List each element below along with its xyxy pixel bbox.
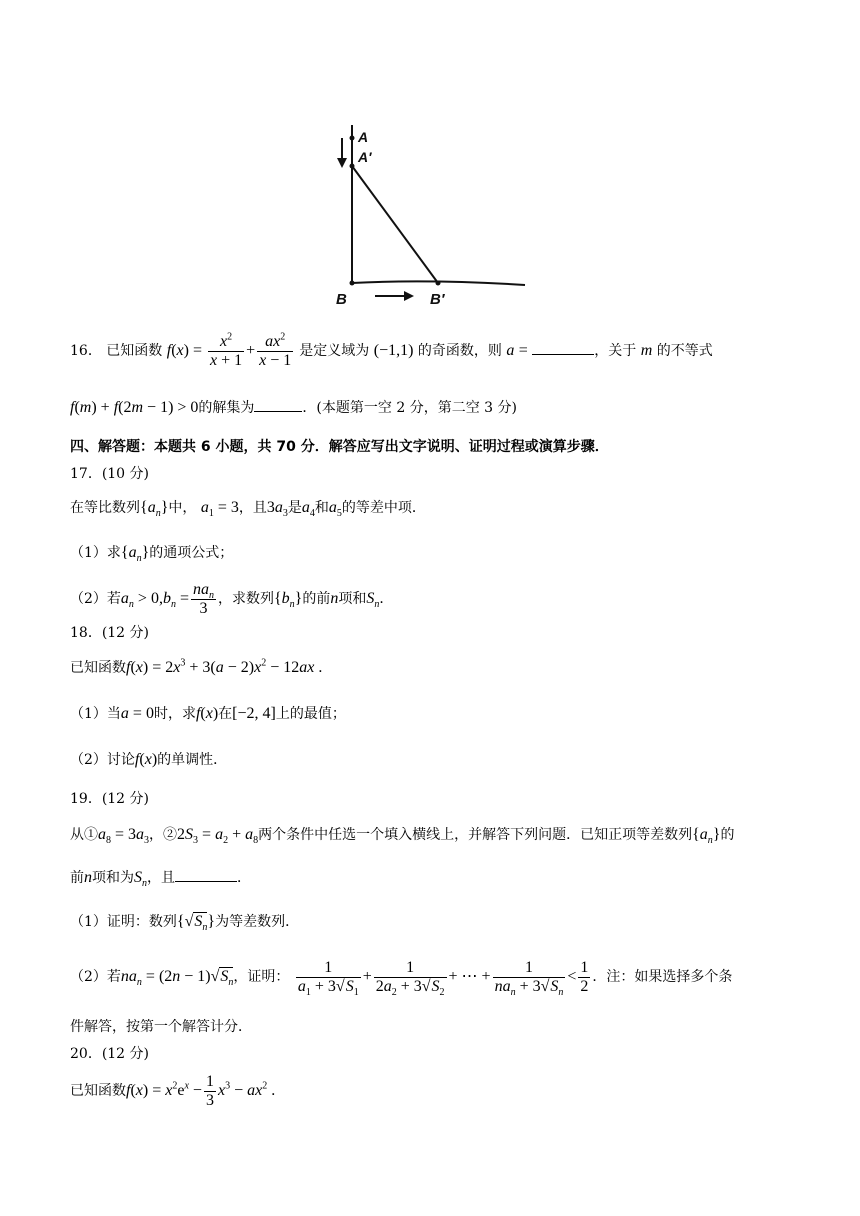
q19-text: ，② [149, 827, 178, 843]
q16-text: ，关于 [594, 343, 637, 359]
q16-func: f(x) = $\frac{x^2}{x + 1}$ + $\frac{ax^2}{x - 1}$ [166, 331, 292, 369]
q18-text: 已知函数 [70, 660, 126, 676]
q18-header: 18．(12 分) [70, 625, 150, 641]
q16-text: 的奇函数，则 [417, 343, 502, 359]
q20-header: 20．(12 分) [70, 1046, 150, 1062]
q17-text: 的通项公式； [149, 545, 234, 561]
q17-sn: $S_n$ [366, 590, 380, 611]
q19-text: 为等差数列． [215, 914, 300, 930]
q19-text: 两个条件中任选一个填入横线上，并解答下列问题．已知正项等差数列 [258, 827, 693, 843]
q20-text: 已知函数 [70, 1083, 126, 1099]
q19-text: 的 [720, 827, 735, 843]
q18-part2 [70, 750, 790, 770]
q16-text: 的解集为 [198, 400, 255, 416]
q17-3a3: $3a_3$ [266, 499, 288, 520]
q19-text: 项和为 [92, 870, 134, 886]
q19-text: ，且 [147, 870, 175, 886]
q19-stem [70, 825, 790, 845]
q16-text: 是定义域为 [299, 343, 370, 359]
q16-text: 的不等式 [656, 343, 713, 359]
q16-a: a [506, 342, 515, 359]
q19-n: n [84, 869, 92, 886]
q19-part2 [70, 955, 790, 999]
point-b-prime [436, 281, 441, 286]
q17-part2 [70, 580, 790, 618]
q17-text: ． [379, 591, 394, 607]
q16-number: 16． [70, 343, 102, 359]
q19-stem2 [70, 868, 790, 888]
q16-text: 已知函数 [106, 343, 163, 359]
q17-header: 17．(10 分) [70, 466, 150, 482]
q17-stem [70, 498, 790, 518]
q19-text: （1）证明：数列 [70, 914, 177, 930]
q17-text: ，求数列 [217, 591, 274, 607]
label-a: A [358, 129, 369, 145]
q17-text: （1）求 [70, 545, 121, 561]
right-arrow-icon [404, 291, 414, 301]
q16-line2 [70, 398, 790, 418]
ladder-line [352, 166, 438, 283]
q19-text: ． [237, 870, 251, 886]
q17-text: 在等比数列 [70, 500, 140, 516]
q19-sum: $\frac{1}{a_1 + 3√S_1}$ + $\frac{1}{2a_2 + 3√S_2}$ + ⋯ + $\frac{1}{na_n + 3√S_n}$ < $\frac{1}{2}$ [297, 958, 589, 999]
q19-text: ，证明： [233, 969, 290, 985]
q16-note: ．(本题第一空 2 分，第二空 3 分) [302, 400, 517, 416]
q19-condition: $na_n = (2n - 1)√S_n$ [120, 968, 234, 989]
q18-text: （1）当 [70, 706, 121, 722]
label-a-prime: A′ [358, 149, 372, 165]
q17-text: 和 [314, 500, 329, 516]
label-b: B [336, 291, 347, 308]
q17-a5: $a_5$ [328, 499, 342, 520]
q18-a0: a = 0 [120, 705, 154, 722]
q17-text: 中， [168, 500, 197, 516]
q17-text: 的前 [302, 591, 331, 607]
q19-text: ．注：如果选择多个条 [592, 969, 733, 985]
section-title: 四、解答题：本题共 6 小题，共 70 分．解答应写出文字说明、证明过程或演算步骤． [70, 439, 609, 455]
q20-stem [70, 1072, 790, 1110]
q18-text: 在 [218, 706, 233, 722]
q17-condition: $a_n > 0,b_n$ = $\frac{na_n}{3}$ [120, 580, 214, 617]
q18-text: （2）讨论 [70, 752, 135, 768]
q18-fx: f(x) [134, 751, 158, 768]
q18-fx: f(x) [195, 705, 219, 722]
q19-tail: 件解答，按第一个解答计分． [70, 1019, 252, 1035]
q18-func: $f(x) = 2x^3 + 3(a - 2)x^2 - 12ax$ . [126, 657, 323, 676]
q18-text: 的单调性． [157, 752, 228, 768]
q17-seq-b: $\{b_n\}$ [273, 590, 303, 611]
q17-seq: $\{a_n\}$ [140, 499, 169, 520]
q18-part1 [70, 704, 790, 724]
q19-text: （2）若 [70, 969, 121, 985]
point-a [350, 136, 355, 141]
q17-a4: $a_4$ [301, 499, 315, 520]
q19-cond2: $2S_3 = a_2 + a_8$ [177, 826, 259, 847]
q17-part1 [70, 543, 790, 563]
q20-func: $f(x) = x^2e^x$ − $\frac{1}{3}$ $x^3 - ax^2$ . [126, 1072, 276, 1109]
q17-text: 是 [287, 500, 302, 516]
q17-n: n [330, 590, 339, 607]
q18-stem [70, 658, 790, 678]
q17-a1: $a_1 = 3$ [200, 499, 239, 520]
q19-blank[interactable] [175, 881, 237, 882]
q16-m: m [640, 342, 653, 359]
ladder-figure [330, 110, 530, 310]
q19-part1 [70, 912, 790, 932]
q19-text: 从① [70, 827, 98, 843]
q17-text: 项和 [338, 591, 367, 607]
q17-text: ，且 [238, 500, 267, 516]
q17-text: （2）若 [70, 591, 121, 607]
q19-text: 前 [70, 870, 84, 886]
q17-seq: $\{a_n\}$ [120, 544, 150, 565]
q16-line1: 16． 已知函数 f(x) = $\frac{x^2}{x + 1}$ + $\frac{ax^2}{x - 1}$ 是定义域为 (−1,1) 的奇函数，则 a = ，关于 m 的不等式 [70, 331, 713, 369]
q19-sqrt-seq: $\{√S_n\}$ [176, 913, 216, 934]
down-arrow-icon [337, 158, 347, 168]
q16-domain: (−1,1) [373, 342, 414, 359]
point-b [350, 281, 355, 286]
q19-sn: $S_n$ [134, 869, 147, 890]
q19-cond1: $a_8 = 3a_3$ [98, 826, 150, 847]
point-a-prime [350, 164, 355, 169]
q18-text: 上的最值； [275, 706, 346, 722]
q19-header: 19．(12 分) [70, 791, 150, 807]
q16-inequality: f(m) + f(2m − 1) > 0 [70, 399, 199, 416]
q18-interval: [−2, 4] [232, 705, 276, 722]
q19-seq: $\{a_n\}$ [692, 826, 721, 847]
q16-blank-2[interactable] [254, 411, 302, 412]
label-b-prime: B′ [430, 291, 445, 308]
q16-blank-1[interactable] [532, 354, 594, 355]
q18-text: 时，求 [153, 706, 196, 722]
q17-text: 的等差中项． [341, 500, 426, 516]
